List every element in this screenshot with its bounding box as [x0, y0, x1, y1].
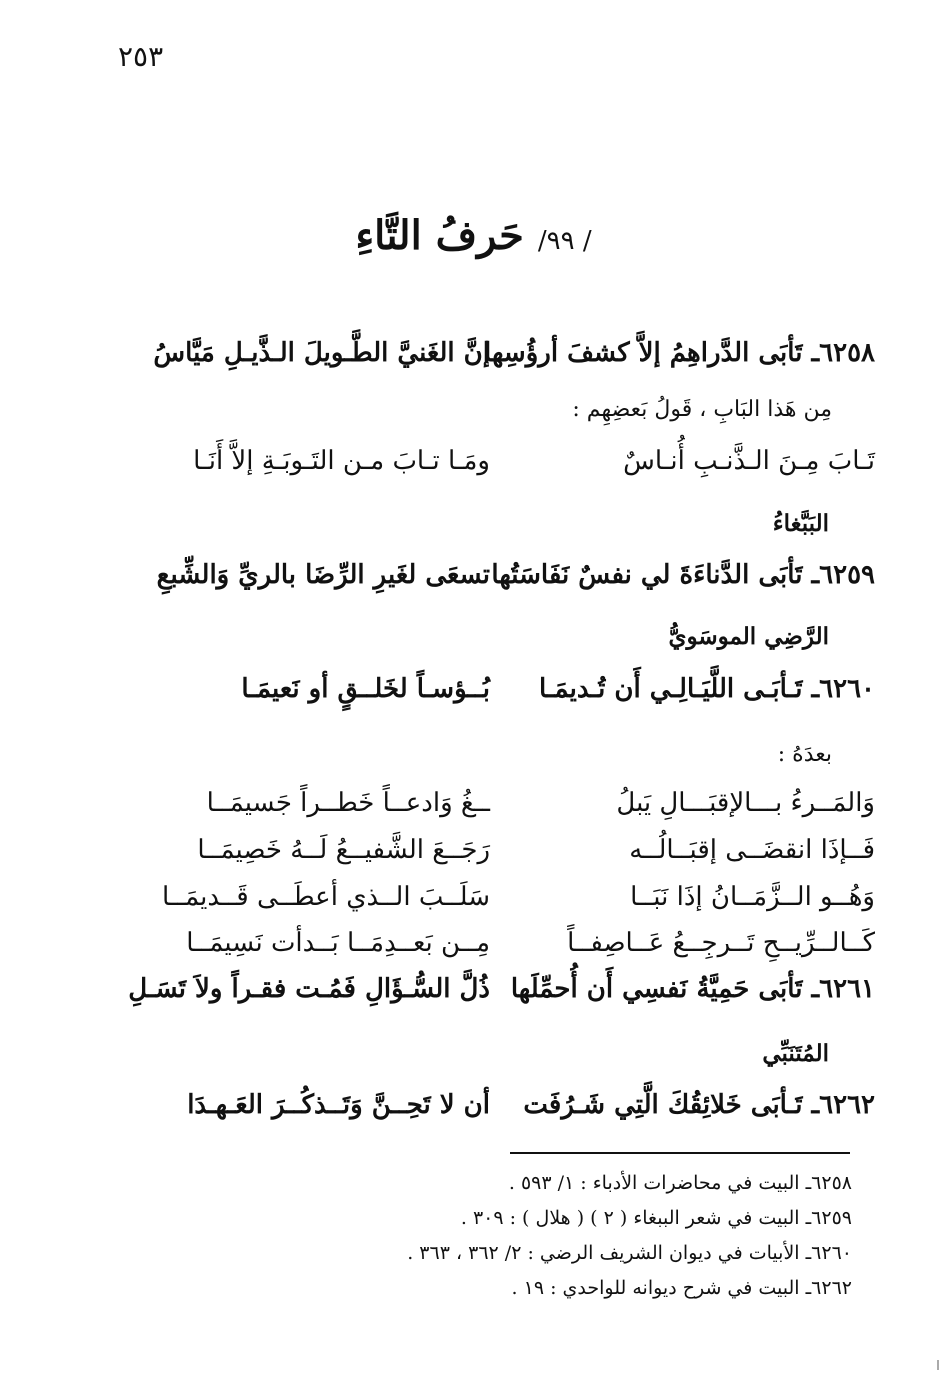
verse-second-hemistich: سَلَــبَ الــذي أعطَــى قَــديمَــا: [161, 882, 490, 912]
chapter-number: / ٩٩/: [537, 226, 592, 256]
verse-first-hemistich: [505, 966, 875, 1012]
poet-name: البَبَّغاءُ: [772, 510, 829, 537]
verse-line: [110, 920, 875, 966]
intro-note: بعدَهُ :: [777, 742, 832, 767]
verse-first-hemistich: [505, 666, 875, 712]
verse-first-text: تَأبَى الدَّناءَةَ لي نفسٌ نَفَاسَتُها: [491, 560, 803, 590]
footnote: ٦٢٥٨ـ البيت في محاضرات الأدباء : ١/ ٥٩٣ .: [508, 1172, 852, 1194]
verse-first-text: تَـأبَى خَلائِقُكَ الَّتِي شَـرُفَت: [523, 1090, 803, 1120]
footnote: ٦٢٦٢ـ البيت في شرح ديوانه للواحدي : ١٩ .: [511, 1277, 852, 1299]
verse-number: ٦٢٦١ـ: [811, 974, 875, 1004]
verse-number: ٦٢٦٢ـ: [811, 1090, 875, 1120]
verse-second-hemistich: رَجَــعَ الشَّفيــعُ لَــهُ خَصِيمَــا: [197, 835, 490, 865]
verse-first-text: تَأبَى الدَّراهِمُ إلاَّ كشفَ أرؤُسِها: [484, 338, 803, 368]
scan-edge-mark: [937, 1360, 939, 1370]
verse-second-hemistich: تسعَى لغَيرِ الرِّضَا بالريِّ وَالشِّبعِ: [156, 560, 490, 590]
poet-name: المُتَنَبِّي: [762, 1040, 829, 1067]
intro-note: مِن هَذا البَابِ ، قَولُ بَعضِهِم :: [572, 397, 832, 422]
footnote: ٦٢٥٩ـ البيت في شعر الببغاء ( ٢ ) ( هلال ) : ٣٠٩ .: [460, 1207, 852, 1229]
verse-number: ٦٢٦٠ـ: [811, 674, 875, 704]
verse-second-hemistich: بُــؤسـاً لخَلــقٍ أو نَعيمَـا: [241, 674, 490, 704]
footnote-divider: [510, 1152, 850, 1154]
verse-line: [110, 666, 875, 712]
verse-line: [110, 552, 875, 598]
verse-second-hemistich: ذُلَّ السُّـؤَالِ فَمُـت فقـراً ولاَ تَسَـلِ: [128, 974, 490, 1004]
verse-first-hemistich: [491, 552, 875, 598]
verse-first-hemistich: تَـابَ مِـنَ الـذَّنـبِ أُنـاسٌ: [623, 446, 875, 476]
verse-first-hemistich: [484, 330, 875, 376]
verse-second-hemistich: مِــن بَعــدِمَــا بَــدأت نَسِيمَــا: [186, 928, 490, 958]
verse-first-hemistich: [505, 1082, 875, 1128]
verse-line: [110, 874, 875, 920]
verse-number: ٦٢٥٩ـ: [811, 560, 875, 590]
verse-first-text: تَـأبَـى اللَّيَـالِـي أَن تُـديمَـا: [539, 674, 803, 704]
verse-second-hemistich: ومَـا تـابَ مـن التَـوبَـةِ إلاَّ أَنَـا: [193, 446, 490, 476]
verse-first-hemistich: فَــإذَا انقضَــى إقبَــالُــه: [629, 835, 875, 865]
verse-first-hemistich: وَالمَــرءُ بـــالإقبَـــالِ يَبلُ: [616, 788, 875, 818]
verse-line: [110, 780, 875, 826]
verse-second-hemistich: إنَّ الغَنيَّ الطَّـويلَ الـذَّيـلِ مَيَّاسُ: [153, 338, 490, 368]
chapter-heading: حَرفُ التَّاءِ: [355, 212, 524, 259]
chapter-title: [0, 212, 947, 259]
verse-number: ٦٢٥٨ـ: [811, 338, 875, 368]
verse-line: [110, 827, 875, 873]
verse-first-text: تَأبَى حَمِيَّةُ نَفسِي أَن أُحمِّلَها: [510, 974, 803, 1004]
verse-line: [110, 1082, 875, 1128]
verse-first-hemistich: كَــالــرِّيــحِ تَــرجِــعُ عَــاصِفــاً: [567, 928, 875, 958]
verse-second-hemistich: ــغُ وَادعــاً خَطــراً جَسيمَــا: [206, 788, 490, 818]
verse-line: [110, 330, 875, 376]
page-number: ٢٥٣: [118, 40, 164, 73]
verse-line: [110, 966, 875, 1012]
poet-name: الرَّضِي الموسَويُّ: [668, 623, 829, 650]
verse-first-hemistich: وَهُــو الــزَّمَــانُ إذَا نَبَــا: [630, 882, 875, 912]
footnote: ٦٢٦٠ـ الأبيات في ديوان الشريف الرضي : ٢/ ٣٦٢ ، ٣٦٣ .: [407, 1242, 852, 1264]
verse-second-hemistich: أن لا تَحِــنَّ وَتَــذكُــرَ العَـهـدَا: [187, 1090, 490, 1120]
verse-line: [110, 438, 875, 484]
